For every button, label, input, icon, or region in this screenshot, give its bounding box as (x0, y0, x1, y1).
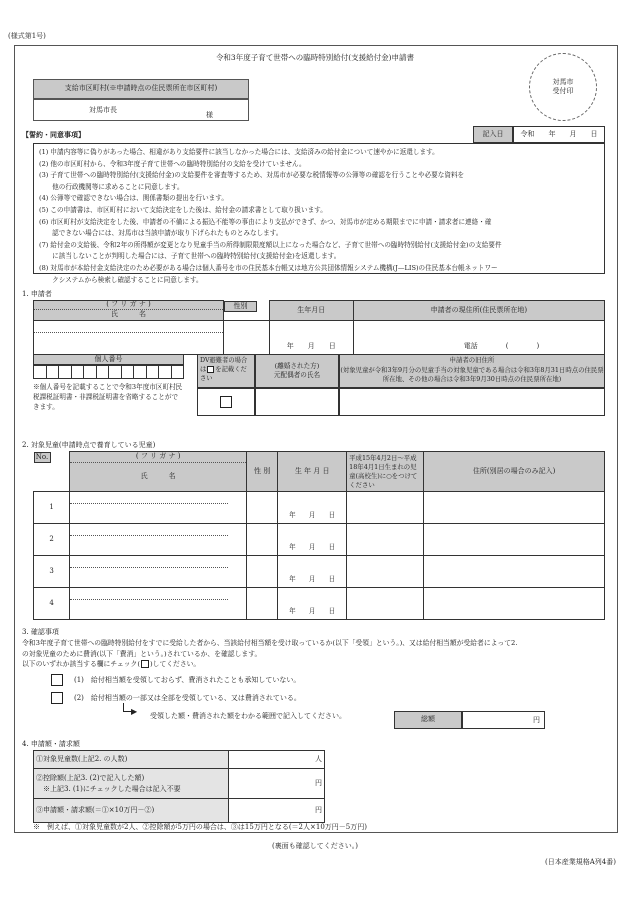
address-header: 申請者の現住所(住民票所在地) (353, 301, 604, 321)
pledge-item: (2) 他の市区町村から、令和3年度子育て世帯への臨時特別給付の支給を受けていません。 (39, 159, 306, 168)
entry-date-field[interactable]: 令和 年 月 日 (513, 126, 605, 143)
applicant-address-input[interactable]: 電話 ( ) (353, 321, 604, 355)
entry-date-label: 記入日 (473, 126, 513, 143)
gender-header: 性別 (224, 301, 257, 312)
example-note: ※ 例えば、①対象児童数が2人、②控除額が5万円の場合は、③は15万円となる(＝2人×10万円－5万円) (33, 823, 367, 831)
mynumber-digit-box[interactable] (47, 366, 60, 378)
amount-table (33, 750, 325, 823)
sama-label: 様 (206, 111, 213, 119)
applicant-birth-input[interactable]: 年 月 日 (269, 321, 353, 355)
pledge-item: (4) 公簿等で確認できない場合は、関係書類の提出を行います。 (39, 194, 228, 203)
child-birth-input[interactable]: 年 月 日 (278, 556, 347, 588)
previous-address-note: (対象児童が令和3年9月分の児童手当の対象児童である場合は令和3年8月31日時点の住民票所在地、その他の場合は令和3年9月30日時点の住民票所在地) (340, 365, 604, 383)
no-header: No. (34, 452, 51, 463)
previous-address-title: 申請者の旧住所 (449, 356, 495, 364)
child-name-input[interactable] (70, 600, 246, 619)
dv-checkbox[interactable] (220, 396, 232, 408)
paper-size: (日本産業規格A列4番) (545, 858, 616, 866)
children-table (33, 451, 605, 620)
child-furigana-input[interactable] (70, 524, 228, 536)
child-name-input[interactable] (70, 568, 246, 587)
applicant-name-input[interactable] (34, 333, 223, 354)
children-count-label: ①対象児童数(上記2. の人数) (34, 751, 229, 769)
pledge-item: クシステムから検索し確認することに同意します。 (39, 275, 203, 284)
highschool-mark-input[interactable] (347, 492, 424, 524)
deduction-label: ②控除額(上記3. (2)で記入した額) (36, 773, 145, 782)
section3-line3a: 以下のいずれか該当する欄にチェック( (22, 660, 140, 668)
child-furigana-input[interactable] (70, 588, 228, 600)
child-furigana-input[interactable] (70, 492, 228, 504)
dv-text-b: を記載ください (200, 366, 247, 382)
child-furigana-header: ( フ リ ガ ナ ) (70, 452, 246, 463)
total-yen: 円 (533, 716, 540, 724)
mynumber-header: 個人番号 (33, 354, 184, 365)
child-row-no: 2 (34, 524, 70, 556)
furigana-header: ( フ リ ガ ナ ) (34, 301, 223, 310)
reception-stamp: 対馬市 受付印 (529, 53, 597, 121)
birth-header: 生年月日 (269, 301, 353, 321)
mynumber-digit-box[interactable] (97, 366, 110, 378)
mynumber-input[interactable] (33, 365, 184, 379)
mynumber-note: ※個人番号を記載することで令和3年度市区町村民税課税証明書・非課税証明書を省略することができます。 (33, 383, 183, 411)
option2-checkbox[interactable] (51, 692, 63, 704)
child-name-header: 氏 名 (140, 472, 176, 481)
mynumber-digit-box[interactable] (122, 366, 135, 378)
total-label: 総額 (394, 711, 462, 729)
mynumber-digit-box[interactable] (72, 366, 85, 378)
child-birth-input[interactable]: 年 月 日 (278, 524, 347, 556)
child-row-no: 4 (34, 588, 70, 620)
deduction-input[interactable] (229, 769, 325, 799)
section3-heading: 3. 確認事項 (22, 628, 59, 636)
child-address-header: 住所(別居の場合のみ記入) (424, 452, 605, 492)
previous-address-header (339, 354, 605, 388)
separated-spouse-header: (離婚された方) 元配偶者の氏名 (255, 354, 339, 388)
child-row (34, 556, 605, 588)
highschool-mark-input[interactable] (347, 588, 424, 620)
mayor-label: 対馬市長 (89, 106, 117, 114)
mynumber-digit-box[interactable] (84, 366, 97, 378)
claim-amount-label: ③申請額・請求額(＝①×10万円－②) (34, 799, 229, 823)
applicant-gender-input[interactable] (224, 321, 270, 355)
child-gender-input[interactable] (247, 492, 278, 524)
child-name-input[interactable] (70, 504, 246, 523)
municipality-box (33, 99, 249, 121)
option2-label: (2) 給付相当額の一部又は全部を受領している、又は費消されている。 (74, 694, 301, 702)
pledge-item: (7) 給付金の支給後、令和2年の所得額が変更となり児童手当の所得制限限度額以上になった場合など、子育て世帯への臨時特別給付(支援給付金)の支給要件 (39, 240, 502, 249)
mynumber-digit-box[interactable] (109, 366, 122, 378)
mynumber-digit-box[interactable] (147, 366, 160, 378)
applicant-table (33, 300, 605, 355)
pledge-item: (5) この申請書は、市区町村において支給決定をした後は、給付金の請求書として取り扱います。 (39, 205, 327, 214)
footer-note: (裏面も確認してください。) (272, 842, 358, 850)
section1-heading: 1. 申請者 (22, 290, 52, 298)
child-address-input[interactable] (424, 556, 605, 588)
highschool-mark-input[interactable] (347, 524, 424, 556)
arrow-text: 受領した額・費消された額をわかる範囲で記入してください。 (150, 712, 346, 720)
child-gender-input[interactable] (247, 556, 278, 588)
child-row (34, 492, 605, 524)
child-row (34, 524, 605, 556)
section3-line3b: )してください。 (150, 660, 201, 668)
child-birth-input[interactable]: 年 月 日 (278, 588, 347, 620)
mynumber-digit-box[interactable] (159, 366, 172, 378)
child-row (34, 588, 605, 620)
pledge-heading: 【誓約・同意事項】 (22, 130, 85, 139)
child-name-input[interactable] (70, 536, 246, 555)
pledge-item: (6) 市区町村が支給決定をした後、申請者の不備による振込不能等の事由により支払ができず、かつ、対馬市が定める期限までに申請・請求者に連絡・確 (39, 217, 492, 226)
unit-people: 人 (315, 754, 322, 763)
child-gender-input[interactable] (247, 588, 278, 620)
unit-yen: 円 (315, 805, 322, 814)
mynumber-digit-box[interactable] (134, 366, 147, 378)
mynumber-digit-box[interactable] (59, 366, 72, 378)
option1-checkbox[interactable] (51, 674, 63, 686)
municipality-label: 支給市区町村(※申請時点の住民票所在市区町村) (33, 79, 249, 99)
child-address-input[interactable] (424, 492, 605, 524)
child-furigana-input[interactable] (70, 556, 228, 568)
claim-amount-input[interactable] (229, 799, 325, 823)
dv-text-a: DV避難者の場合は (200, 357, 248, 373)
pledge-item: (1) 申請内容等に偽りがあった場合、相違があり支給要件に該当しなかった場合には、支給済みの給付金について速やかに返還します。 (39, 148, 439, 156)
highschool-mark-input[interactable] (347, 556, 424, 588)
pledge-item: (3) 子育て世帯への臨時特別給付(支援給付金)の支給要件を審査等するため、対馬市が必要な税情報等の公簿等の確認を行うことや必要な資料を (39, 171, 465, 180)
section3-text (22, 638, 622, 670)
mynumber-digit-box[interactable] (172, 366, 184, 378)
child-row-no: 1 (34, 492, 70, 524)
child-row-no: 3 (34, 556, 70, 588)
separated-spouse-input[interactable] (255, 388, 339, 416)
total-input[interactable] (462, 711, 545, 729)
deduction-note: ※上記3. (1)にチェックした場合は記入不要 (36, 784, 181, 793)
child-address-input[interactable] (424, 524, 605, 556)
pledge-item: 他の行政機関等に求めることに同意します。 (39, 182, 184, 191)
child-birth-input[interactable]: 年 月 日 (278, 492, 347, 524)
unit-yen: 円 (315, 778, 322, 787)
mynumber-digit-box[interactable] (34, 366, 47, 378)
section4-heading: 4. 申請額・請求額 (22, 740, 80, 748)
form-title: 令和3年度子育て世帯への臨時特別給付(支援給付金)申請書 (215, 53, 415, 62)
pledge-item: 認できない場合には、対馬市は当該申請が取り下げられたものとみなします。 (39, 229, 283, 238)
child-gender-input[interactable] (247, 524, 278, 556)
name-header: 氏 名 (111, 310, 146, 319)
child-address-input[interactable] (424, 588, 605, 620)
children-count-input[interactable] (229, 751, 325, 769)
pledge-box (33, 143, 605, 284)
option1-label: (1) 給付相当額を受領しておらず、費消されたことも承知していない。 (74, 676, 301, 684)
previous-address-input[interactable] (339, 388, 605, 416)
arrow-icon: ▶ (131, 707, 138, 716)
applicant-furigana-input[interactable] (34, 321, 223, 333)
dv-header (197, 354, 255, 388)
section3-line2: の対象児童のために費消(以下「費消」という。)されているか、を確認します。 (22, 649, 262, 658)
form-number: (様式第1号) (8, 32, 46, 40)
child-gender-header: 性 別 (247, 452, 278, 492)
check-icon (207, 366, 214, 373)
dv-cell (197, 388, 255, 416)
section3-line1: 令和3年度子育て世帯への臨時特別給付をすでに受給した者から、当該給付相当額を受け取っているか(以下「受領」という。)、又は給付相当額が受給者によって2. (22, 639, 518, 647)
highschool-header: 平成15年4月2日～平成18年4月1日生まれの児童(高校生)に○をつけてください (347, 452, 424, 492)
check-icon (141, 660, 149, 668)
child-birth-header: 生 年 月 日 (278, 452, 347, 492)
pledge-item: に該当しないことが判明した場合には、子育て世帯への臨時特別給付(支援給付金)を返還します。 (39, 252, 341, 261)
pledge-item: (8) 対馬市が本給付金支給決定のため必要がある場合は個人番号を市の住民基本台帳又は地方公共団体情報システム機構(J—LIS)の住民基本台帳ネットワー (39, 263, 498, 272)
section2-heading: 2. 対象児童(申請時点で養育している児童) (22, 441, 156, 449)
